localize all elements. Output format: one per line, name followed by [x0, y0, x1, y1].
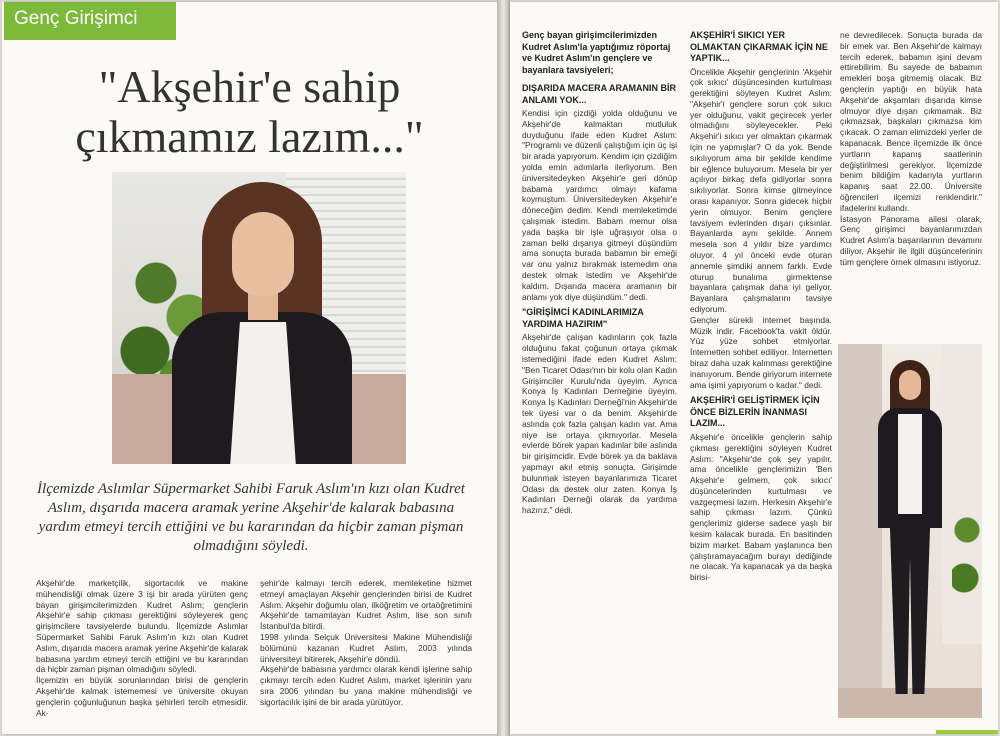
interview-intro: Genç bayan girişimcilerimizden Kudret Aslım'la yaptığımız röportaj ve Kudret Aslım'ın gençlere ve bayanlara tavsiyeleri; [522, 30, 671, 75]
paragraph: İlçemizin en büyük sorunlarından birisi de gençlerin Akşehir'de kalmak istememesi ve üniversite okuyan gençlerin çoğunluğunun başka şehirleri tercih etmesidir. Ak- [36, 675, 248, 718]
paragraph: Kendisi için çizdiği yolda olduğunu ve Akşehir'de kalmaktan mutluluk duyduğunu ifade eden Kudret Aslım: "Programlı ve düzenli çalıştığım için üç işi bir arada yapıyorum. Kendim için çizdiğim yolda emin adımlarla ilerliyorum. Ben üniversitedeyken Akşehir'e geri dönüp babama yardımcı olmayı kafama koymuştum. Üniversitedeyken Akşehir'e döneceğim dedim. Kendi memleketimde çalışmak istedim. Babam memur olsa yada başka bir işle uğraşıyor olsa o zaman belki dışarıya gitmeyi düşündüm ama sonuçta burada babamın bir emeği var onu yalnız bırakmak istemedim ona destek olmak istedim ve Akşehir'de kaldım. Dışarıda macera aramanın bir anlamı yok diye düşündüm." dedi. [522, 108, 677, 302]
subheading: DIŞARIDA MACERA ARAMANIN BİR ANLAMI YOK... [522, 83, 676, 105]
corner-accent [936, 730, 998, 734]
trousers [886, 524, 934, 694]
plant [952, 494, 982, 614]
left-page [2, 2, 497, 734]
headline-line2: çıkmamız lazım..." [75, 111, 424, 162]
paragraph: Akşehir'de çalışan kadınların çok fazla olduğunu fakat çoğunun ortaya çıkmak istemediğini ifade eden Kudret Aslım: "Ben Ticaret Odası'nın bir kolu olan Kadın Girişimciler Kurulu'nda üyeyim. Ayrıca Konya İş Kadınları Derneğine üyeyim. Konya İş Kadınları Derneği'nin Akşehir'de tek üyesi var o da benim. Akşehir'de aslında çok fazla çalışan kadın var. Ama niye ise ortaya çıkmıyorlar. Mesela evlerde börek yapan kadınlar bile aslında bir girişimcidir. Evde börek ya da baklava yapmayı akıl etmiş sonuçta. Girişimde bulunmak isteyen bayanlarımıza Ticaret Odası da destek olur zaten. Konya İş Kadınları Derneği olarak da yardıma hazırız." dedi. [522, 332, 677, 516]
left-body-column-2 [260, 578, 472, 708]
right-body-column-2 [690, 30, 832, 583]
right-body-column-3 [840, 30, 982, 268]
paragraph: Akşehir'e öncelikle gençlerin sahip çıkması gerektiğini söyleyen Kudret Aslım: "Akşehir'de çok şey yapılır, ama öncelikle gençlerimizin 'Ben Akşehir'e gelmem, çok sıkıcı' düşüncelerinden kurtulması ve vazgeçmesi lazım. Herkesin Akşehir'e sahip çıkması lazım. Çünkü gençlerimiz giderse sadece yaşlı bir kesim kalacak burada. En basitinden bizim market. Babam yaşlanınca ben çalıştıramayacağım burayı dediğinde ne olacak. Ya kapanacak ya da başka birisi- [690, 431, 832, 583]
right-body-column-1 [522, 30, 677, 516]
paragraph: 1998 yılında Selçuk Üniversitesi Makine Mühendisliği bölümünü kazanan Kudret Aslım, 2003 yılında üniversiteyi bitirerek, Akşehir'e döndü. [260, 631, 472, 664]
subheading: "GİRİŞİMCİ KADINLARIMIZA YARDIMA HAZIRIM" [522, 307, 644, 329]
subheading: AKŞEHİR'İ SIKICI YER OLMAKTAN ÇIKARMAK İÇİN NE YAPTIK... [690, 30, 828, 63]
lead-paragraph: İlçemizde Aslımlar Süpermarket Sahibi Faruk Aslım'ın kızı olan Kudret Aslım, dışarıda macera aramak yerine Akşehir'de kalarak babasına yardım etmeyi tercih ettiğini ve bu kararından da hiçbir zaman pişman olmadığını söyledi. [37, 481, 465, 554]
paragraph: Gençler sürekli internet başında. Müzik indir. Facebook'ta vakit öldür. Yüz yüze sohbet etmiyorlar. İnternetten sohbet ediliyor. İnternetten biraz daha uzak kalınması gerektiğine inanıyorum. Bende giriyorum internete ama işimi yapıyorum o kadar." dedi. [690, 314, 832, 390]
subheading: AKŞEHİR'İ GELİŞTİRMEK İÇİN ÖNCE BİZLERİN İNANMASI LAZIM... [690, 395, 820, 429]
paragraph: Akşehir'de babasına yardımcı olarak kendi işlerine sahip çıkmayı tercih eden Kudret Aslım, market işlerinin yanı sıra 2006 yılından bu yana makine mühendisliği ve sigortacılık işini de bir arada yürütüyor. [260, 664, 472, 707]
paragraph: Akşehir'de marketçilik, sigortacılık ve makine mühendisliği olmak üzere 3 işi bir arada yürüten genç bayan girişimcilerimizden Kudret Aslım; gençlerin Akşehir'e sahip çıkması gerektiğini söyleyerek genç girişimcilere tavsiyelerde bulundu. İlçemizde Aslımlar Süpermarket Sahibi Faruk Aslım'ın kızı olan Kudret Aslım, dışarıda macera aramak yerine Akşehir'de kalarak babasına yardım etmeyi tercih ettiğini ve bu kararından da hiçbir zaman pişman olmadığını söyledi. [36, 578, 248, 675]
face [232, 212, 294, 296]
floor [838, 688, 982, 718]
door [838, 344, 882, 718]
paragraph: Öncelikle Akşehir gençlerinin 'Akşehir çok sıkıcı' düşüncesinden kurtulması gerektiğini söyleyen Kudret Aslım: "Akşehir'i gençlere sorun çok sıkıcı yer olduğunu, vakit geçirecek yerler olmadığını söyleyecekler. Peki Akşehir'i sıkıcı yer olmaktan çıkarmak için ne yapmışlar? O da yok. Bende sıkılıyorum ama bir şekilde kendime bir eğlence buluyorum. Mesela bir yer açılıyor birkaç defa gidiyorlar sonra sıkılıyorlar. Sonra kimse gitmeyince orası kapanıyor. Sonra gidecek hiçbir yerin olmuyor. Benim gençlere tavsiyem evlerinden dışarı çıksınlar. Bayanlarda aynı şekilde. Annem mesela son 4 yıldır bize yardımcı oluyor. 4 yıl önceki evde oturan annemle şimdiki annem farklı. Evde oturup bunalıma girmektense bayanlara çalışmak daha iyi geliyor. Bayanlara çalışmalarını tavsiye ediyorum. [690, 66, 832, 315]
shirt [230, 322, 296, 464]
paragraph: şehir'de kalmayı tercih ederek, memleketine hizmet etmeyi amaçlayan Akşehir gençlerinden birisi de Kudret Aslım. Akşehir doğumlu olan, ilköğretim ve ortaöğretimini Akşehir'de tamamlayan Kudret Aslım, lise son sınıfı İstanbul'da bitirdi. [260, 578, 472, 632]
shirt [898, 414, 922, 514]
face [899, 370, 921, 400]
section-tag: Genç Girişimci [4, 2, 176, 40]
headline-line1: "Akşehir'e sahip [98, 61, 401, 112]
right-page [510, 2, 998, 734]
page-gutter [497, 0, 510, 736]
paragraph: ne devredilecek. Sonuçta burada da bir emek var. Ben Akşehir'de kalmayı tercih ederek, babamın işini devam ettirebilirim. Bu sayede de babamın emekleri boşa gitmemiş olacak. Biz gençlerin yaptığı en büyük hata Akşehir'de akşamları dışarıda kimse olmuyor diye dışarı çıkmamak. Biz çıkmazsak, başkaları çıkmazsa kim çıkacak. O zaman elimizdeki yerler de kapanacak. Bence ilçemizde ilk önce yurtların kapanış saatlerinin değiştirilmesi gerekiyor. İlçemizde benim bildiğim kadarıyla yurtların kapanış saat 22.00. Üniversite öğrencileri ilçemizi renklendirir." ifadelerini kullandı. [840, 30, 982, 213]
left-body-column-1 [36, 578, 248, 718]
headline [2, 62, 497, 162]
full-body-photo [838, 344, 982, 718]
paragraph: İstasyon Panorama ailesi olarak, Genç girişimci bayanlarımızdan Kudret Aslım'a başarılarının devamını diliyor, Akşehir ile ilgili düşüncelerinin tüm gençlere örnek olmasını istiyoruz. [840, 213, 982, 267]
portrait-photo [112, 172, 406, 464]
